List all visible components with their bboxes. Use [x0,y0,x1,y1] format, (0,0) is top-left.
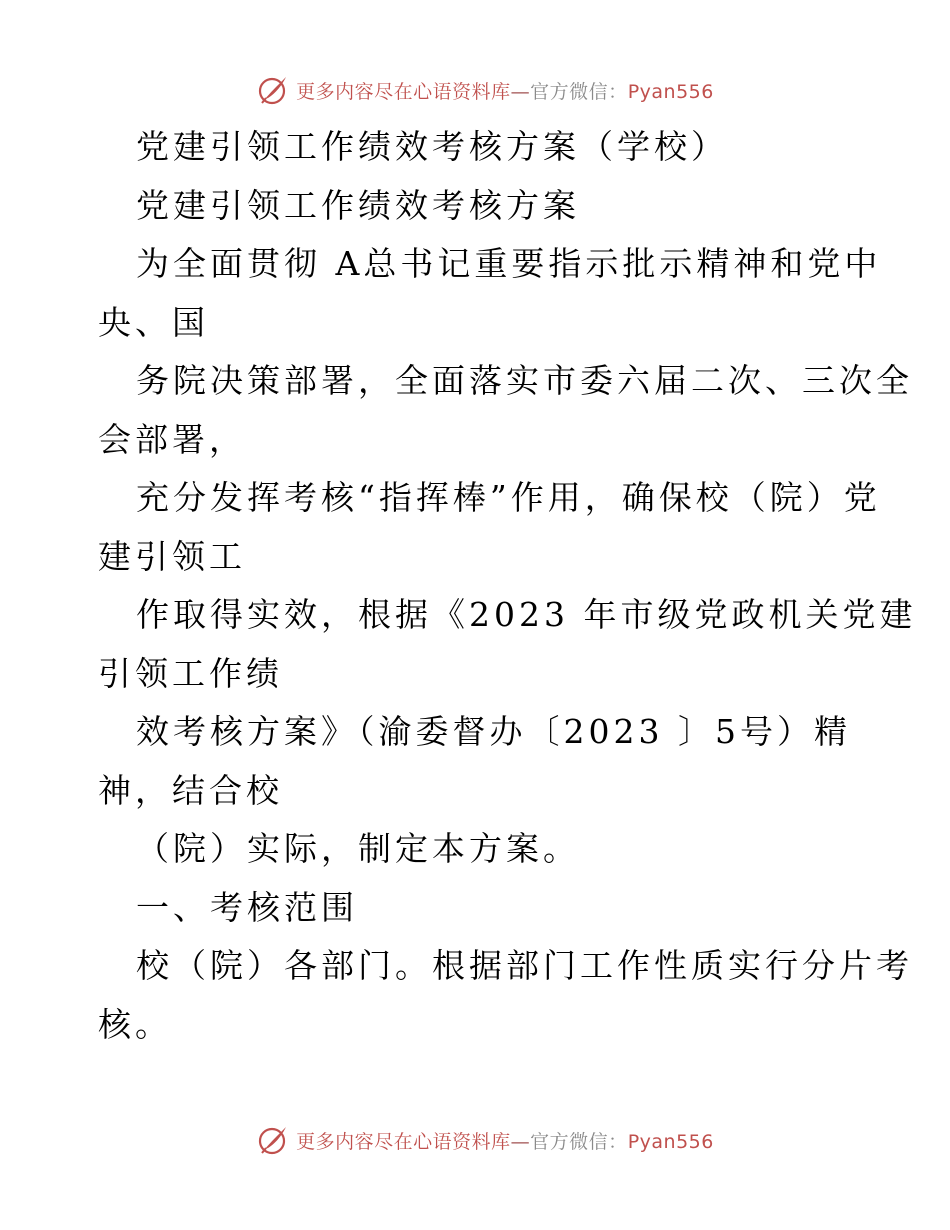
document-body [98,118,917,1054]
quill-logo-icon [256,1123,290,1157]
watermark-wechat-id: Pyan556 [627,80,714,103]
document-line: 充分发挥考核“指挥棒”作用，确保校（院）党 [136,478,881,517]
watermark-main-text: 更多内容尽在心语资料库 [296,1130,511,1153]
document-line: 引领工作绩 [98,653,283,693]
watermark-wechat-label: 官方微信： [530,1130,628,1153]
document-line: 一、考核范围 [136,887,358,927]
header-watermark-text [296,77,714,104]
document-line: 神，结合校 [98,770,283,810]
watermark-main-text: 更多内容尽在心语资料库 [296,80,511,103]
document-line: 为全面贯彻 A总书记重要指示批示精神和党中 [136,244,882,283]
quill-logo-icon [256,73,290,107]
footer-watermark-inner [256,1123,714,1157]
document-line: 党建引领工作绩效考核方案 [136,185,580,225]
document-line: （院）实际，制定本方案。 [136,829,580,868]
watermark-separator: — [510,1130,531,1153]
footer-watermark [0,1120,950,1160]
footer-watermark-text [296,1127,714,1154]
header-watermark-inner [256,73,714,107]
document-line: 务院决策部署，全面落实市委六届二次、三次全 [136,361,913,400]
watermark-separator: — [510,80,531,103]
document-line: 校（院）各部门。根据部门工作性质实行分片考 [136,946,913,985]
document-line: 党建引领工作绩效考核方案（学校） [136,127,728,166]
document-line: 作取得实效，根据《2023 年市级党政机关党建 [136,595,917,634]
watermark-wechat-id: Pyan556 [627,1130,714,1153]
document-line: 核。 [98,1004,172,1044]
watermark-wechat-label: 官方微信： [530,80,628,103]
document-line: 效考核方案》（渝委督办〔2023 〕5号）精 [136,712,851,751]
document-line: 央、国 [98,302,209,342]
header-watermark [0,70,950,110]
document-line: 建引领工 [98,536,246,576]
document-line: 会部署， [98,419,246,459]
